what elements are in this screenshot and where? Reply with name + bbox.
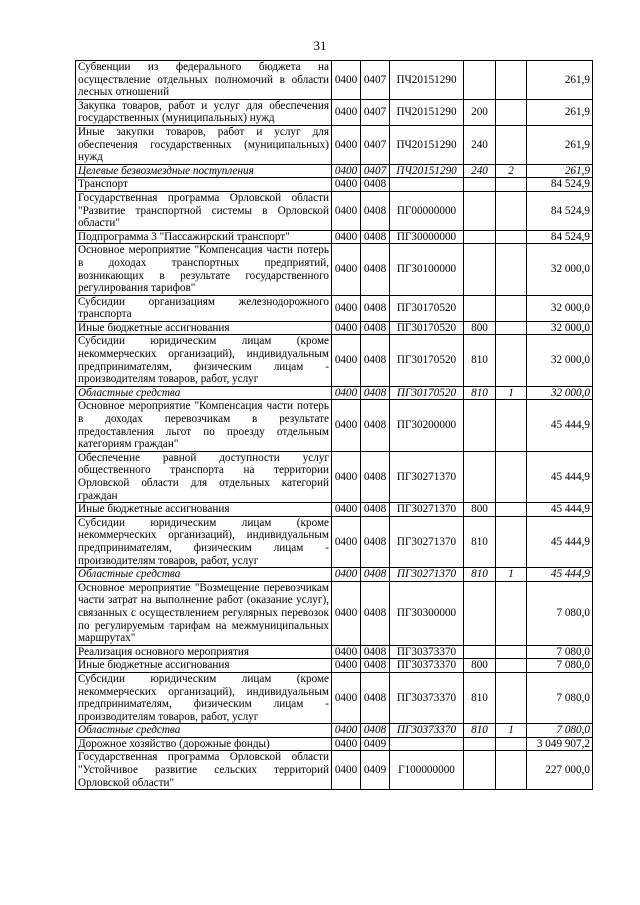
- row-section: 0400: [332, 164, 361, 178]
- row-subsection: 0408: [361, 581, 390, 645]
- row-subsection: 0408: [361, 516, 390, 567]
- table-row: [76, 516, 593, 567]
- row-name: Обеспечение равной доступности услуг общественного транспорта на территории Орловской области для отдельных категорий граждан: [76, 451, 332, 502]
- row-funding-source: [496, 400, 527, 451]
- row-subsection: 0408: [361, 659, 390, 673]
- row-name: Закупка товаров, работ и услуг для обеспечения государственных (муниципальных) нужд: [76, 99, 332, 125]
- row-expense-type: 810: [464, 724, 496, 738]
- row-amount: 261,9: [527, 61, 593, 100]
- row-target-article: ПЧ20151290: [390, 61, 464, 100]
- row-expense-type: [464, 581, 496, 645]
- row-name: Основное мероприятие "Возмещение перевозчикам части затрат на выполнение работ (оказание услуг), связанных с осуществлением регулярных перевозок по регулируемым тарифам на межмуниципальных маршрутах": [76, 581, 332, 645]
- row-expense-type: [464, 400, 496, 451]
- table-row: [76, 295, 593, 321]
- row-subsection: 0408: [361, 386, 390, 400]
- row-target-article: ПГ30170520: [390, 321, 464, 335]
- table-row: [76, 451, 593, 502]
- table-row: [76, 125, 593, 164]
- row-funding-source: [496, 503, 527, 517]
- row-name: Подпрограмма 3 "Пассажирский транспорт": [76, 230, 332, 244]
- row-name: Иные закупки товаров, работ и услуг для обеспечения государственных (муниципальных) нужд: [76, 125, 332, 164]
- row-section: 0400: [332, 737, 361, 751]
- row-section: 0400: [332, 191, 361, 230]
- row-funding-source: [496, 230, 527, 244]
- row-subsection: 0408: [361, 321, 390, 335]
- row-subsection: 0407: [361, 125, 390, 164]
- row-funding-source: [496, 737, 527, 751]
- row-subsection: 0407: [361, 61, 390, 100]
- table-row: [76, 751, 593, 790]
- table-row: [76, 645, 593, 659]
- row-name: Субвенции из федерального бюджета на осуществление отдельных полномочий в области лесных отношений: [76, 61, 332, 100]
- table-row: [76, 178, 593, 192]
- row-expense-type: 200: [464, 99, 496, 125]
- row-subsection: 0408: [361, 335, 390, 386]
- row-expense-type: [464, 751, 496, 790]
- row-amount: 32 000,0: [527, 335, 593, 386]
- row-target-article: ПГ30271370: [390, 503, 464, 517]
- row-target-article: [390, 737, 464, 751]
- row-subsection: 0408: [361, 230, 390, 244]
- row-funding-source: [496, 451, 527, 502]
- row-name: Субсидии организациям железнодорожного транспорта: [76, 295, 332, 321]
- row-section: 0400: [332, 451, 361, 502]
- row-section: 0400: [332, 230, 361, 244]
- row-section: 0400: [332, 295, 361, 321]
- row-section: 0400: [332, 659, 361, 673]
- row-section: 0400: [332, 581, 361, 645]
- table-row: [76, 659, 593, 673]
- row-expense-type: 800: [464, 659, 496, 673]
- table-row: [76, 244, 593, 295]
- row-funding-source: [496, 321, 527, 335]
- row-subsection: 0408: [361, 724, 390, 738]
- row-amount: 32 000,0: [527, 295, 593, 321]
- row-target-article: ПГ30200000: [390, 400, 464, 451]
- row-amount: 7 080,0: [527, 659, 593, 673]
- row-expense-type: [464, 244, 496, 295]
- row-expense-type: 810: [464, 335, 496, 386]
- row-expense-type: 810: [464, 386, 496, 400]
- row-expense-type: 810: [464, 672, 496, 723]
- row-subsection: 0408: [361, 503, 390, 517]
- row-subsection: 0408: [361, 645, 390, 659]
- row-funding-source: [496, 178, 527, 192]
- row-funding-source: [496, 295, 527, 321]
- row-section: 0400: [332, 400, 361, 451]
- table-row: [76, 581, 593, 645]
- row-funding-source: [496, 751, 527, 790]
- row-funding-source: [496, 99, 527, 125]
- row-amount: 3 049 907,2: [527, 737, 593, 751]
- row-expense-type: 810: [464, 568, 496, 582]
- row-funding-source: [496, 191, 527, 230]
- row-name: Основное мероприятие "Компенсация части потерь в доходах транспортных предприятий, возникающих в результате государственного регулирования тарифов": [76, 244, 332, 295]
- row-expense-type: 800: [464, 321, 496, 335]
- budget-table: [75, 60, 593, 790]
- row-name: Дорожное хозяйство (дорожные фонды): [76, 737, 332, 751]
- row-funding-source: [496, 244, 527, 295]
- row-amount: 261,9: [527, 164, 593, 178]
- row-target-article: ПГ30271370: [390, 451, 464, 502]
- row-target-article: ПГ30373370: [390, 659, 464, 673]
- row-funding-source: 1: [496, 568, 527, 582]
- row-target-article: ПГ30300000: [390, 581, 464, 645]
- row-expense-type: [464, 451, 496, 502]
- table-row: [76, 724, 593, 738]
- row-target-article: ПГ30000000: [390, 230, 464, 244]
- row-target-article: ПГ30170520: [390, 386, 464, 400]
- row-section: 0400: [332, 645, 361, 659]
- row-name: Субсидии юридическим лицам (кроме некоммерческих организаций), индивидуальным предпринимателям, физическим лицам - производителям товаров, работ, услуг: [76, 672, 332, 723]
- table-row: [76, 672, 593, 723]
- row-target-article: ПГ30100000: [390, 244, 464, 295]
- row-target-article: ПЧ20151290: [390, 99, 464, 125]
- row-target-article: ПЧ20151290: [390, 125, 464, 164]
- table-row: [76, 61, 593, 100]
- row-subsection: 0409: [361, 751, 390, 790]
- row-funding-source: [496, 672, 527, 723]
- row-expense-type: [464, 737, 496, 751]
- budget-table-body: [76, 61, 593, 790]
- row-funding-source: [496, 516, 527, 567]
- row-funding-source: [496, 61, 527, 100]
- row-amount: 7 080,0: [527, 645, 593, 659]
- row-target-article: ПГ00000000: [390, 191, 464, 230]
- row-name: Субсидии юридическим лицам (кроме некоммерческих организаций), индивидуальным предпринимателям, физическим лицам - производителям товаров, работ, услуг: [76, 335, 332, 386]
- table-row: [76, 503, 593, 517]
- row-expense-type: 240: [464, 125, 496, 164]
- row-funding-source: [496, 581, 527, 645]
- row-funding-source: [496, 645, 527, 659]
- row-subsection: 0409: [361, 737, 390, 751]
- row-subsection: 0408: [361, 295, 390, 321]
- row-name: Государственная программа Орловской области "Развитие транспортной системы в Орловской области": [76, 191, 332, 230]
- table-row: [76, 386, 593, 400]
- row-subsection: 0408: [361, 451, 390, 502]
- row-amount: 7 080,0: [527, 724, 593, 738]
- row-section: 0400: [332, 568, 361, 582]
- row-name: Государственная программа Орловской области "Устойчивое развитие сельских территорий Орловской области": [76, 751, 332, 790]
- row-name: Основное мероприятие "Компенсация части потерь в доходах перевозчикам в результате предоставления льгот по проезду отдельным категориям граждан": [76, 400, 332, 451]
- row-amount: 45 444,9: [527, 516, 593, 567]
- table-row: [76, 164, 593, 178]
- row-section: 0400: [332, 503, 361, 517]
- row-target-article: ПЧ20151290: [390, 164, 464, 178]
- row-section: 0400: [332, 321, 361, 335]
- table-row: [76, 400, 593, 451]
- row-expense-type: [464, 61, 496, 100]
- row-expense-type: [464, 645, 496, 659]
- row-section: 0400: [332, 244, 361, 295]
- row-amount: 32 000,0: [527, 386, 593, 400]
- row-subsection: 0408: [361, 568, 390, 582]
- row-section: 0400: [332, 61, 361, 100]
- row-funding-source: [496, 335, 527, 386]
- row-name: Реализация основного мероприятия: [76, 645, 332, 659]
- row-target-article: ПГ30271370: [390, 568, 464, 582]
- row-name: Целевые безвозмездные поступления: [76, 164, 332, 178]
- row-subsection: 0408: [361, 191, 390, 230]
- row-amount: 227 000,0: [527, 751, 593, 790]
- table-row: [76, 99, 593, 125]
- row-amount: 45 444,9: [527, 451, 593, 502]
- page-number: 31: [313, 38, 327, 53]
- row-amount: 7 080,0: [527, 581, 593, 645]
- row-target-article: ПГ30373370: [390, 672, 464, 723]
- row-amount: 32 000,0: [527, 244, 593, 295]
- row-target-article: ПГ30373370: [390, 645, 464, 659]
- row-target-article: ПГ30170520: [390, 295, 464, 321]
- row-section: 0400: [332, 751, 361, 790]
- row-amount: 45 444,9: [527, 503, 593, 517]
- row-name: Транспорт: [76, 178, 332, 192]
- row-subsection: 0407: [361, 164, 390, 178]
- row-expense-type: [464, 230, 496, 244]
- row-section: 0400: [332, 335, 361, 386]
- row-funding-source: 1: [496, 724, 527, 738]
- row-section: 0400: [332, 724, 361, 738]
- row-section: 0400: [332, 672, 361, 723]
- table-row: [76, 191, 593, 230]
- row-expense-type: 810: [464, 516, 496, 567]
- row-name: Областные средства: [76, 568, 332, 582]
- row-subsection: 0408: [361, 672, 390, 723]
- row-subsection: 0407: [361, 99, 390, 125]
- table-row: [76, 568, 593, 582]
- row-expense-type: 240: [464, 164, 496, 178]
- row-funding-source: [496, 659, 527, 673]
- row-target-article: Г100000000: [390, 751, 464, 790]
- row-amount: 84 524,9: [527, 178, 593, 192]
- row-name: Иные бюджетные ассигнования: [76, 503, 332, 517]
- row-section: 0400: [332, 125, 361, 164]
- row-section: 0400: [332, 178, 361, 192]
- row-name: Иные бюджетные ассигнования: [76, 321, 332, 335]
- row-expense-type: [464, 191, 496, 230]
- row-amount: 32 000,0: [527, 321, 593, 335]
- row-amount: 45 444,9: [527, 568, 593, 582]
- row-subsection: 0408: [361, 400, 390, 451]
- row-amount: 261,9: [527, 99, 593, 125]
- row-name: Областные средства: [76, 386, 332, 400]
- row-amount: 84 524,9: [527, 191, 593, 230]
- row-funding-source: 2: [496, 164, 527, 178]
- row-amount: 84 524,9: [527, 230, 593, 244]
- table-row: [76, 230, 593, 244]
- row-expense-type: 800: [464, 503, 496, 517]
- row-subsection: 0408: [361, 178, 390, 192]
- row-name: Иные бюджетные ассигнования: [76, 659, 332, 673]
- row-amount: 45 444,9: [527, 400, 593, 451]
- row-subsection: 0408: [361, 244, 390, 295]
- row-section: 0400: [332, 516, 361, 567]
- row-section: 0400: [332, 386, 361, 400]
- row-expense-type: [464, 295, 496, 321]
- row-name: Субсидии юридическим лицам (кроме некоммерческих организаций), индивидуальным предпринимателям, физическим лицам - производителям товаров, работ, услуг: [76, 516, 332, 567]
- table-row: [76, 321, 593, 335]
- row-funding-source: 1: [496, 386, 527, 400]
- row-target-article: ПГ30373370: [390, 724, 464, 738]
- row-target-article: ПГ30170520: [390, 335, 464, 386]
- row-amount: 7 080,0: [527, 672, 593, 723]
- row-amount: 261,9: [527, 125, 593, 164]
- row-name: Областные средства: [76, 724, 332, 738]
- row-section: 0400: [332, 99, 361, 125]
- row-funding-source: [496, 125, 527, 164]
- table-row: [76, 335, 593, 386]
- row-target-article: ПГ30271370: [390, 516, 464, 567]
- table-row: [76, 737, 593, 751]
- row-target-article: [390, 178, 464, 192]
- row-expense-type: [464, 178, 496, 192]
